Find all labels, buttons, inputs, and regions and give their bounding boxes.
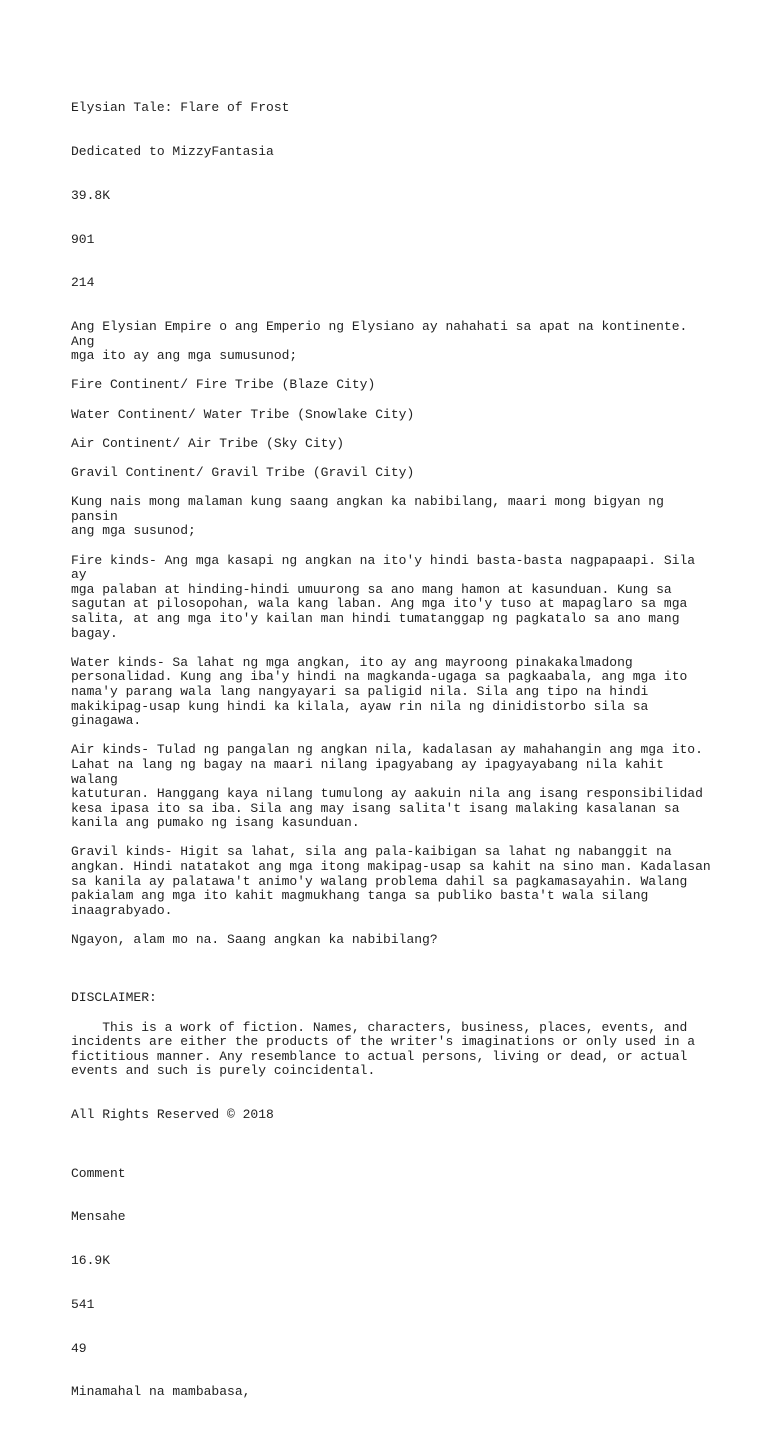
question-paragraph: Ngayon, alam mo na. Saang angkan ka nabibilang? (71, 932, 438, 948)
rights-notice: All Rights Reserved © 2018 (71, 1107, 274, 1123)
chapter-footer (71, 1137, 711, 1429)
continent-item: Air Continent/ Air Tribe (Sky City) (71, 435, 345, 451)
kind-paragraph-gravil: Gravil kinds- Higit sa lahat, sila ang pala-kaibigan sa lahat ng nabanggit na angkan. Hindi natatakot ang mga itong makipag-usap sa kahit na sino man. Kadalasan sa kanila ay palatawa't animo'y walang problema dahil sa pagkamasayahin. Walang pakialam ang mga ito kahit magmukhang tanga sa publiko basta't wala silang inaagrabyado. (71, 844, 711, 918)
continent-item: Fire Continent/ Fire Tribe (Blaze City) (71, 377, 376, 393)
disclaimer-block (71, 962, 711, 1093)
kind-paragraph-fire: Fire kinds- Ang mga kasapi ng angkan na ito'y hindi basta-basta nagpapaapi. Sila ay mga palaban at hinding-hindi umuurong sa ano mang hamon at kasunduan. Kung sa sagutan at pilosopohan, wala kang laban. Ang mga ito'y tuso at mapaglaro sa mga salita, at ang mga ito'y kailan man hindi tumatanggap ng pagkatalo sa ano mang bagay. (71, 552, 696, 641)
prompt-paragraph: Kung nais mong malaman kung saang angkan ka nabibilang, maari mong bigyan ng pansin ang mga susunod; (71, 494, 664, 539)
greeting-line: Minamahal na mambabasa, (71, 1384, 251, 1400)
kind-paragraph-air: Air kinds- Tulad ng pangalan ng angkan nila, kadalasan ay mahahangin ang mga ito. Lahat na lang ng bagay na maari nilang ipagyabang ay ipagyayabang nila kahit walang katuturan. Hanggang kaya nilang tumulong ay aakuin nila ang isang responsibilidad kesa ipasa ito sa iba. Sila ang may isang salita't isang malaking kasalanan sa kanila ang pumako ng isang kasunduan. (71, 742, 703, 831)
reads-count: 39.8K (71, 187, 111, 203)
document-page (71, 72, 711, 1429)
chapter-comments-count: 49 (71, 1340, 87, 1356)
intro-paragraph: Ang Elysian Empire o ang Emperio ng Elysiano ay nahahati sa apat na kontinente. Ang mga ito ay ang mga sumusunod; (71, 319, 688, 364)
kind-paragraph-water: Water kinds- Sa lahat ng mga angkan, ito ay ang mayroong pinakakalmadong personalidad. Kung ang iba'y hindi na magkanda-ugaga sa pagkaabala, ang mga ito nama'y parang wala lang nangyayari sa paligid nila. Sila ang tipo na hindi makikipag-usap kung hindi ka kilala, ayaw rin nila ng dinidistorbo sila sa ginagawa. (71, 654, 688, 729)
continent-item: Water Continent/ Water Tribe (Snowlake City) (71, 406, 415, 422)
story-header (71, 72, 711, 320)
chapter-reads-count: 16.9K (71, 1253, 111, 1269)
comments-count: 214 (71, 275, 95, 291)
chapter-votes-count: 541 (71, 1296, 95, 1312)
votes-count: 901 (71, 231, 95, 247)
continent-item: Gravil Continent/ Gravil Tribe (Gravil City) (71, 465, 415, 481)
disclaimer-heading: DISCLAIMER: (71, 990, 157, 1006)
story-title: Elysian Tale: Flare of Frost (71, 100, 290, 116)
story-dedication: Dedicated to MizzyFantasia (71, 143, 274, 159)
disclaimer-body: This is a work of fiction. Names, characters, business, places, events, and incidents are either the products of the writer's imaginations or only used in a fictitious manner. Any resemblance to actual persons, living or dead, or actual events and such is purely coincidental. (71, 1019, 696, 1079)
comment-link[interactable]: Comment (71, 1165, 126, 1181)
chapter-title: Mensahe (71, 1209, 126, 1225)
